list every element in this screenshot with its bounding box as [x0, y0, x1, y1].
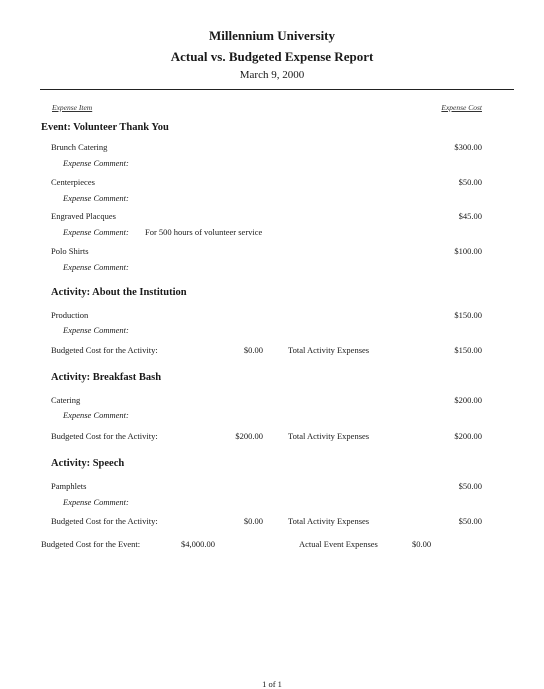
- expense-comment-text: For 500 hours of volunteer service: [145, 227, 263, 237]
- expense-item-cost: $150.00: [454, 310, 482, 320]
- activity-total-label: Total Activity Expenses: [288, 516, 370, 526]
- activity-budget-value: $0.00: [243, 516, 263, 526]
- expense-item-name: Catering: [51, 395, 81, 405]
- activity-total-value: $50.00: [458, 516, 482, 526]
- expense-item-cost: $100.00: [454, 246, 482, 256]
- activity-heading: Activity: About the Institution: [51, 287, 187, 298]
- page-number: 1 of 1: [262, 679, 282, 689]
- activity-budget-label: Budgeted Cost for the Activity:: [51, 345, 158, 355]
- expense-item-cost: $50.00: [458, 177, 482, 187]
- column-header-cost: Expense Cost: [441, 103, 482, 112]
- activity-budget-label: Budgeted Cost for the Activity:: [51, 516, 158, 526]
- expense-item-name: Polo Shirts: [51, 246, 89, 256]
- activity-heading: Activity: Speech: [51, 458, 125, 469]
- expense-comment-label: Expense Comment:: [63, 410, 129, 420]
- activity-budget-value: $0.00: [243, 345, 263, 355]
- expense-item-name: Pamphlets: [51, 481, 87, 491]
- event-heading: Event: Volunteer Thank You: [41, 122, 169, 133]
- activity-total-value: $150.00: [454, 345, 482, 355]
- report-title: Actual vs. Budgeted Expense Report: [170, 49, 374, 64]
- expense-item-cost: $45.00: [458, 211, 482, 221]
- expense-comment-label: Expense Comment:: [63, 227, 129, 237]
- expense-comment-label: Expense Comment:: [63, 497, 129, 507]
- expense-item-cost: $50.00: [458, 481, 482, 491]
- event-actual-label: Actual Event Expenses: [299, 539, 378, 549]
- header-rule: [40, 89, 514, 90]
- activity-total-value: $200.00: [454, 431, 482, 441]
- expense-item-cost: $300.00: [454, 142, 482, 152]
- event-budget-label: Budgeted Cost for the Event:: [41, 539, 141, 549]
- column-header-item: Expense Item: [52, 103, 93, 112]
- report-date: March 9, 2000: [239, 69, 305, 81]
- activity-total-label: Total Activity Expenses: [288, 431, 370, 441]
- expense-comment-label: Expense Comment:: [63, 262, 129, 272]
- expense-item-name: Production: [51, 310, 89, 320]
- expense-comment-label: Expense Comment:: [63, 193, 129, 203]
- expense-comment-label: Expense Comment:: [63, 325, 129, 335]
- activity-total-label: Total Activity Expenses: [288, 345, 370, 355]
- expense-item-name: Centerpieces: [51, 177, 95, 187]
- expense-item-name: Engraved Placques: [51, 211, 116, 221]
- expense-comment-label: Expense Comment:: [63, 158, 129, 168]
- event-budget-value: $4,000.00: [181, 539, 215, 549]
- activity-budget-label: Budgeted Cost for the Activity:: [51, 431, 158, 441]
- org-title: Millennium University: [208, 28, 336, 43]
- activity-budget-value: $200.00: [235, 431, 263, 441]
- expense-item-cost: $200.00: [454, 395, 482, 405]
- expense-item-name: Brunch Catering: [51, 142, 108, 152]
- event-actual-value: $0.00: [412, 539, 432, 549]
- activity-heading: Activity: Breakfast Bash: [51, 372, 162, 383]
